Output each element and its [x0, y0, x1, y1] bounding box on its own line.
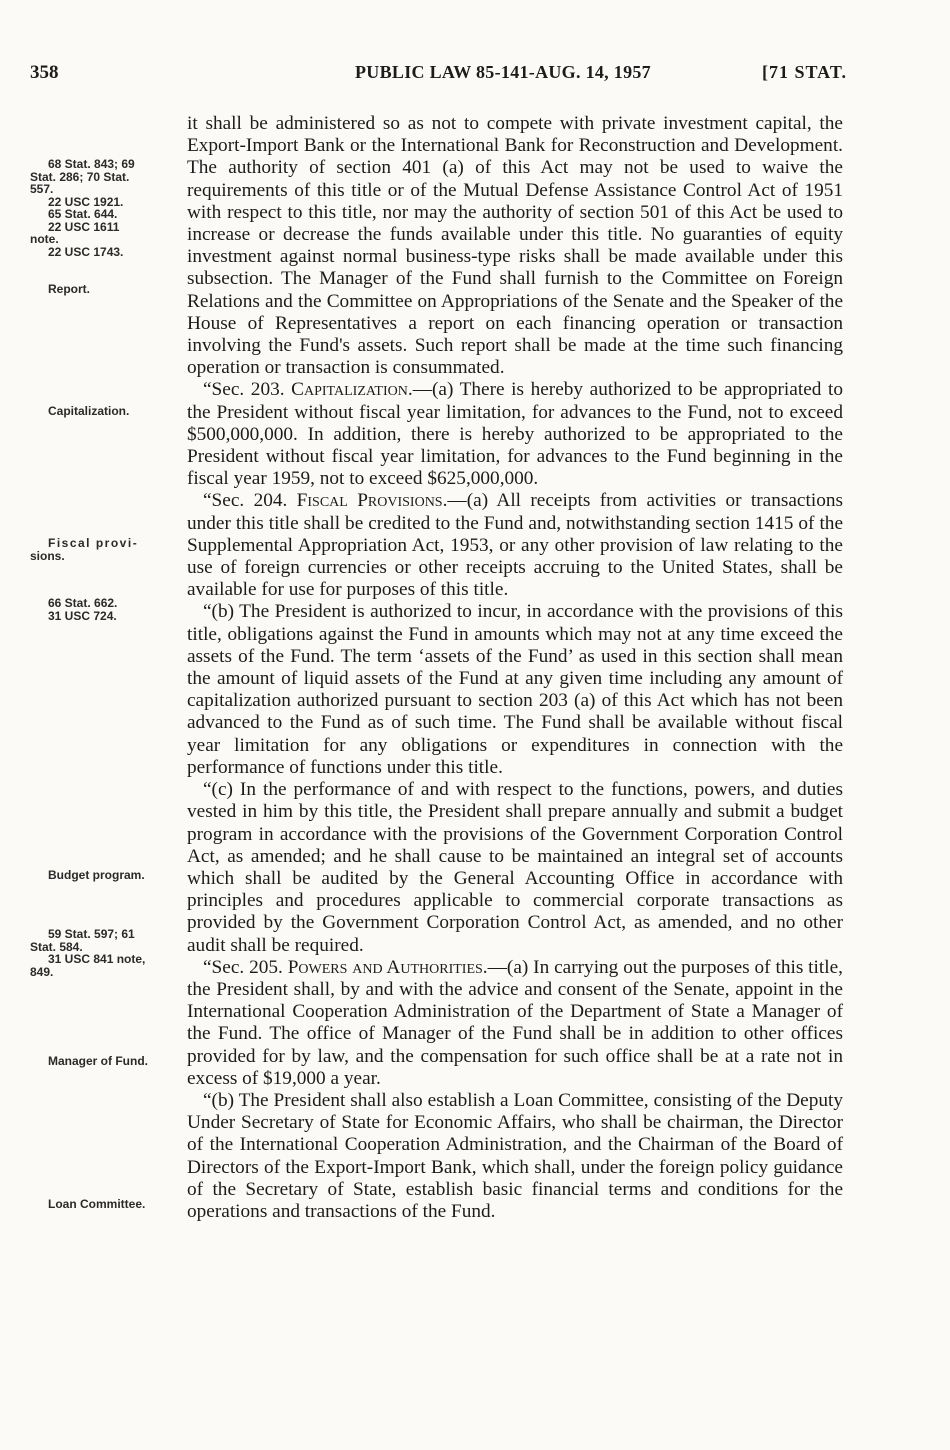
- margin-note-manager-of-fund: Manager of Fund.: [48, 1054, 148, 1068]
- page-header: [0, 62, 950, 86]
- section-heading: Fiscal Provisions: [296, 490, 443, 512]
- margin-note-capitalization: Capitalization.: [48, 404, 130, 418]
- margin-note-statute-refs: 68 Stat. 843; 69 Stat. 286; 70 Stat. 557. 22 USC 1921. 65 Stat. 644. 22 USC 1611 note. 22 USC 1743.: [30, 157, 135, 259]
- section-heading: Powers and Authorities: [287, 956, 483, 978]
- margin-note-loan-committee: Loan Committee.: [48, 1197, 146, 1211]
- volume-citation: [71 STAT.: [762, 62, 848, 82]
- paragraph-administration: it shall be administered so as not to compete with private investment capital, the Export-Import Bank or the International Bank for Reconstruction and Development. The authority of section 401 (a) of this Act may not be used to waive the requirements of this title or of the Mutual Defense Assistance Control Act of 1951 with respect to this title, nor may the authority of section 501 of this Act be used to increase or decrease the funds available under this title. No guaranties of equity investment against normal business-type risks shall be made available under this subsection. The Manager of the Fund shall furnish to the Committee on Foreign Relations and the Committee on Appropriations of the Senate and the Speaker of the House of Representatives a report on each financing operation or transaction involving the Fund's assets. Such report shall be made at the time such financing operation or transaction is consummated.: [187, 113, 843, 379]
- paragraph-sec-204b: “(b) The President is authorized to incur, in accordance with the provisions of this title, obligations against the Fund in amounts which may not at any time exceed the assets of the Fund. The term ‘assets of the Fund’ as used in this section shall mean the amount of liquid assets of the Fund at any given time including any amount of capitalization authorized pursuant to section 203 (a) of this Act which has not been advanced to the Fund as of such time. The Fund shall be available without fiscal year limitation for any obligations or expenditures in connection with the performance of functions under this title.: [187, 601, 843, 778]
- statute-text: [187, 113, 843, 1223]
- margin-note-supplemental-act: 66 Stat. 662. 31 USC 724.: [48, 596, 118, 623]
- paragraph-sec-205a: “Sec. 205. Powers and Authorities.—(a) In carrying out the purposes of this title, the President shall, by and with the advice and consent of the Senate, appoint in the International Cooperation Administration of the Department of State a Manager of the Fund. The office of Manager of the Fund shall be in addition to other offices provided for by law, and the compensation for such office shall be at a rate not in excess of $19,000 a year.: [187, 956, 843, 1089]
- paragraph-sec-204c: “(c) In the performance of and with respect to the functions, powers, and duties vested in him by this title, the President shall prepare annually and submit a budget program in accordance with the provisions of the Government Corporation Control Act, as amended; and he shall cause to be maintained an integral set of accounts which shall be audited by the General Accounting Office in accordance with principles and procedures applicable to commercial corporate transactions as provided by the Government Corporation Control Act, as amended, and no other audit shall be required.: [187, 779, 843, 956]
- running-head: PUBLIC LAW 85-141-AUG. 14, 1957: [355, 62, 651, 82]
- paragraph-sec-205b: “(b) The President shall also establish a Loan Committee, consisting of the Deputy Under Secretary of State for Economic Affairs, who shall be chairman, the Director of the International Cooperation Administration, and the Chairman of the Board of Directors of the Export-Import Bank, which shall, under the foreign policy guidance of the Secretary of State, establish basic financial terms and conditions for the operations and transactions of the Fund.: [187, 1089, 843, 1222]
- paragraph-sec-203: “Sec. 203. Capitalization.—(a) There is hereby authorized to be appropriated to the President without fiscal year limitation, for advances to the Fund, not to exceed $500,000,000. In addition, there is hereby authorized to be appropriated to the President without fiscal year limitation, for advances to the Fund beginning in the fiscal year 1959, not to exceed $625,000,000.: [187, 379, 843, 490]
- paragraph-sec-204a: “Sec. 204. Fiscal Provisions.—(a) All receipts from activities or transactions under this title shall be credited to the Fund and, notwithstanding section 1415 of the Supplemental Appropriation Act, 1953, or any other provision of law relating to the use of foreign currencies or other receipts accruing to the United States, shall be available for use for purposes of this title.: [187, 490, 843, 601]
- section-heading: Capitalization: [291, 379, 408, 401]
- margin-note-control-act: 59 Stat. 597; 61 Stat. 584. 31 USC 841 note, 849.: [30, 927, 146, 979]
- margin-note-budget-program: Budget program.: [48, 868, 145, 882]
- page-number: 358: [30, 62, 59, 83]
- margin-note-report: Report.: [48, 282, 90, 296]
- margin-note-fiscal-provisions: Fiscal provi- sions.: [30, 536, 139, 563]
